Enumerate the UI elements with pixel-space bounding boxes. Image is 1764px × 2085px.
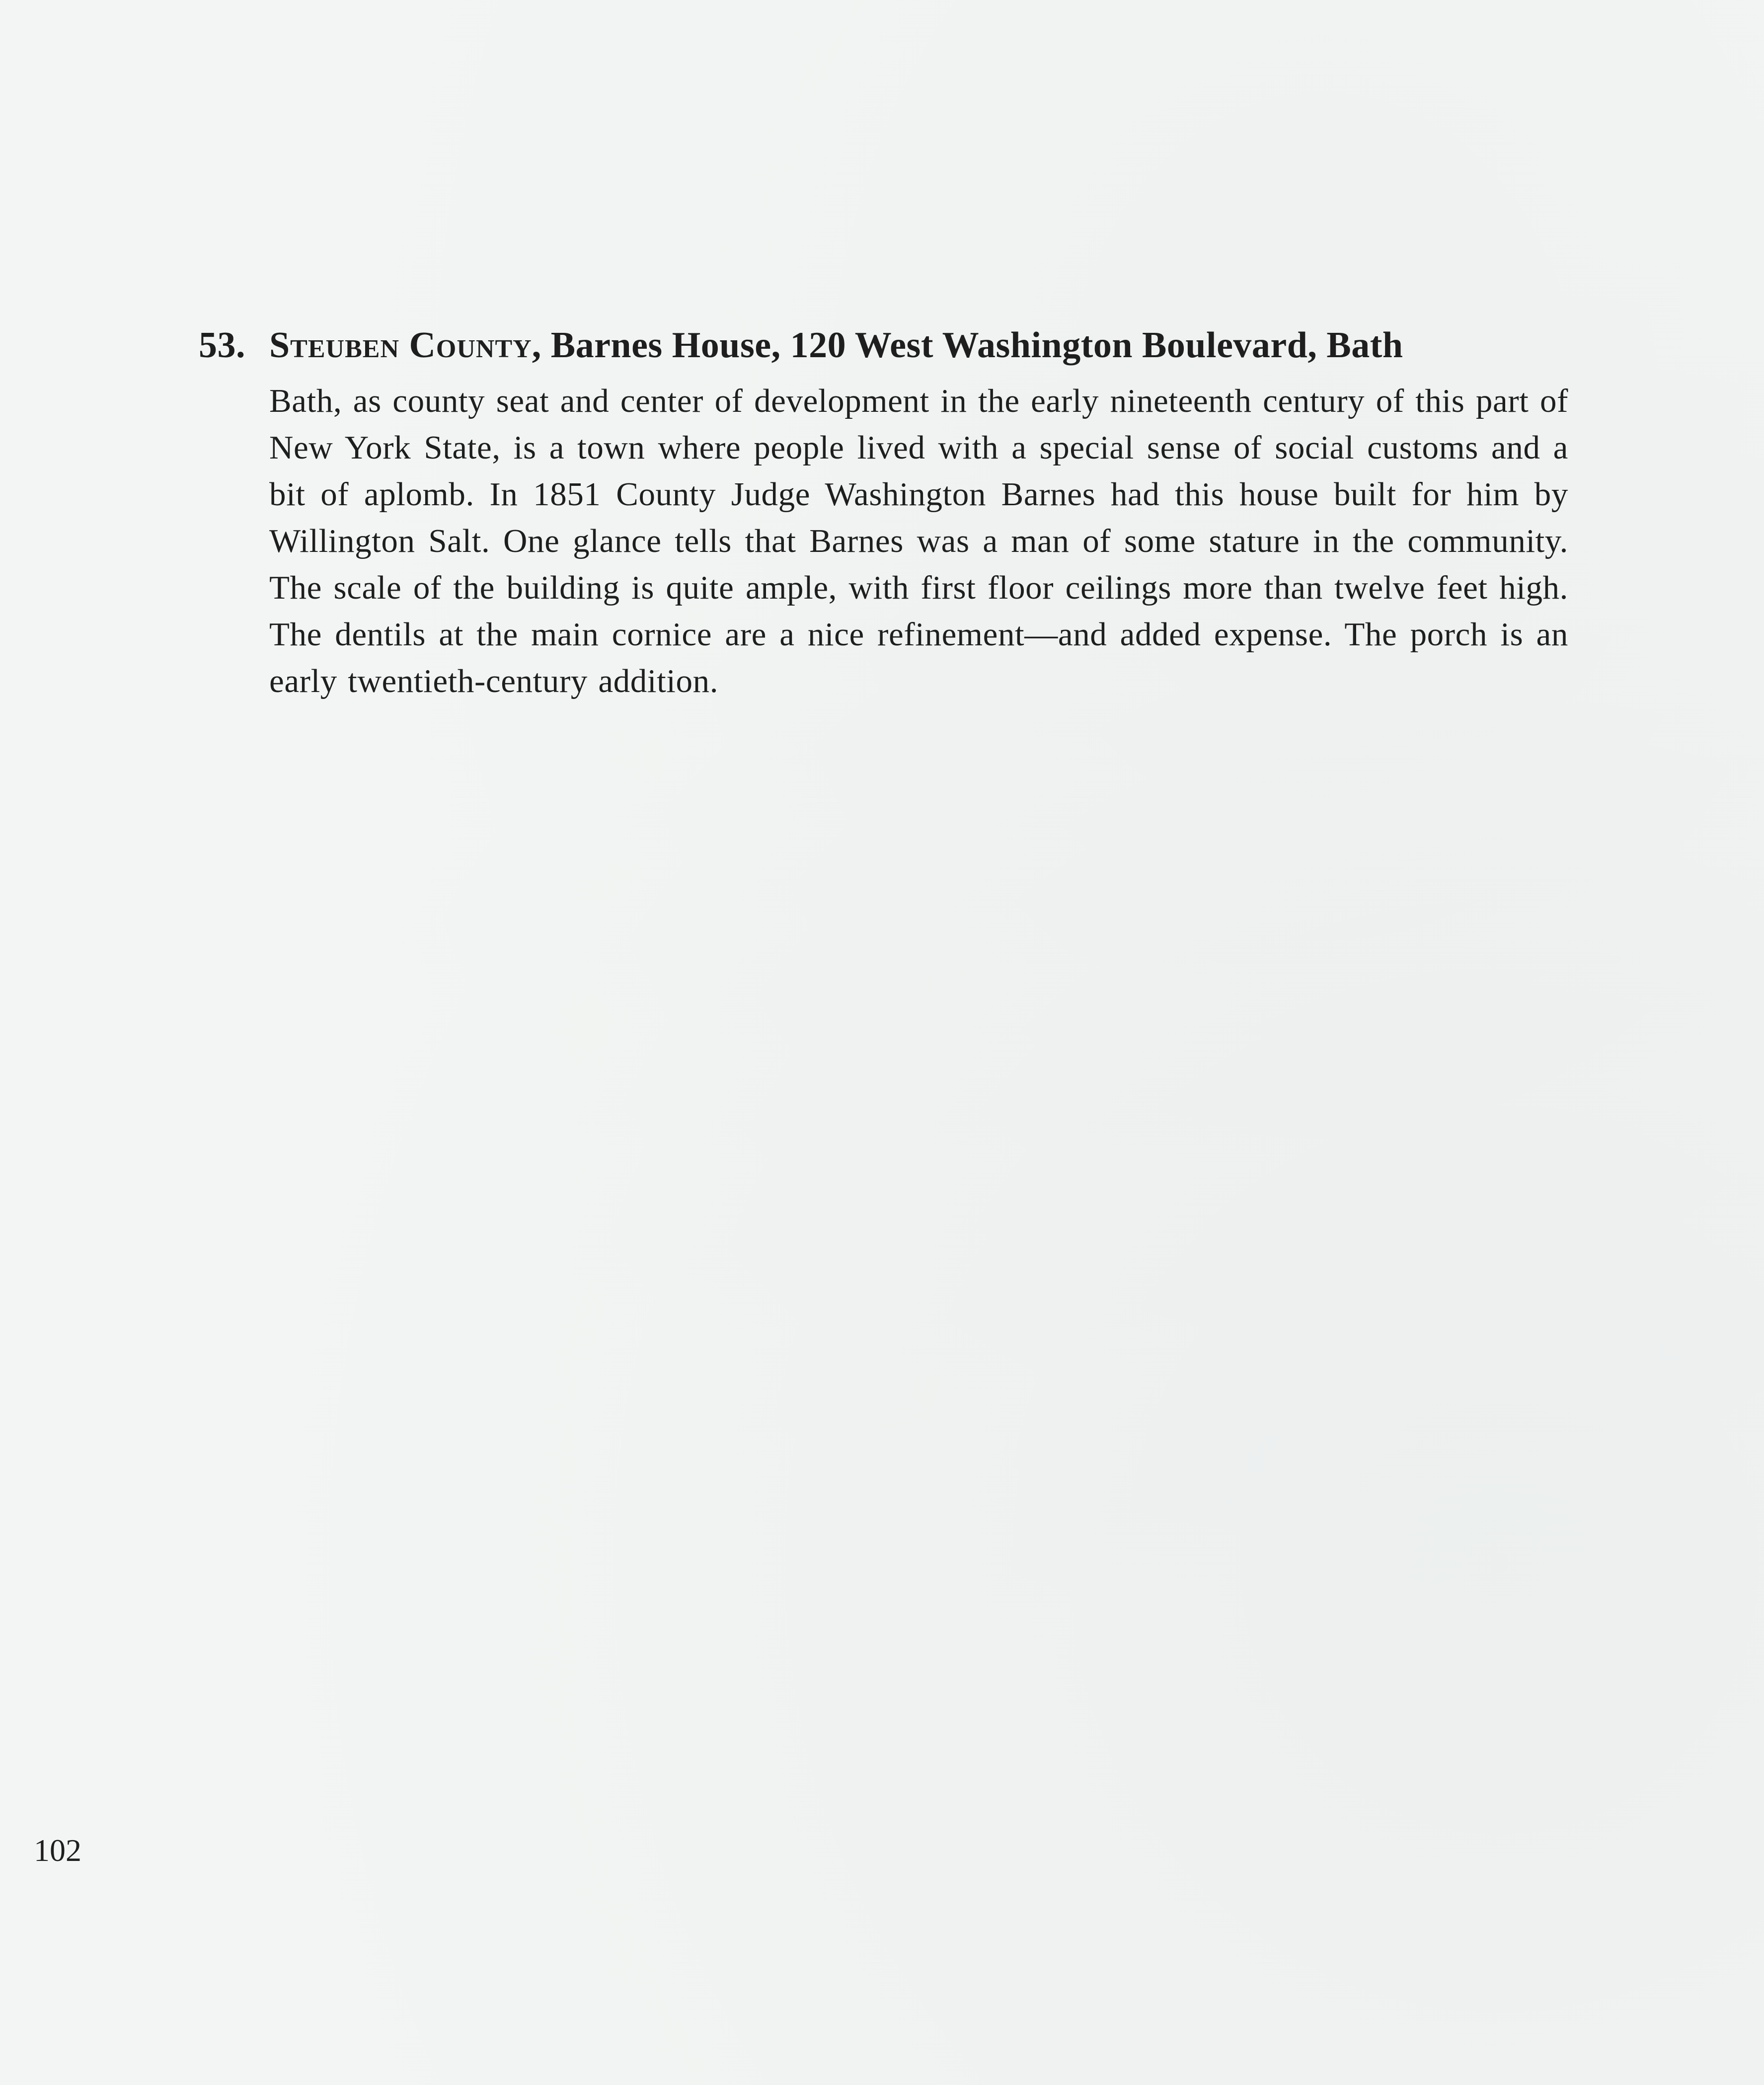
county-name: Steuben County [269, 325, 532, 366]
entry-title: Barnes House, 120 West Washington Boulevard, Bath [550, 325, 1403, 366]
entry-number: 53. [199, 325, 245, 366]
entry-description: Bath, as county seat and center of development in the early nineteenth century of this part of New York State, is a town where people lived with a special sense of social customs and a bit of aplomb. In 1851 County Judge Washington Barnes had this house built for him by Willington Salt. One glance tells that Barnes was a man of some stature in the community. The scale of the building is quite ample, with first floor ceilings more than twelve feet high. The dentils at the main cornice are a nice refinement—and added expense. The porch is an early twentieth-century addition. [269, 383, 1568, 699]
catalog-entry [199, 318, 1570, 738]
heading-separator: , [532, 325, 541, 366]
page-number: 102 [34, 1833, 81, 1868]
entry-heading [199, 318, 1570, 373]
